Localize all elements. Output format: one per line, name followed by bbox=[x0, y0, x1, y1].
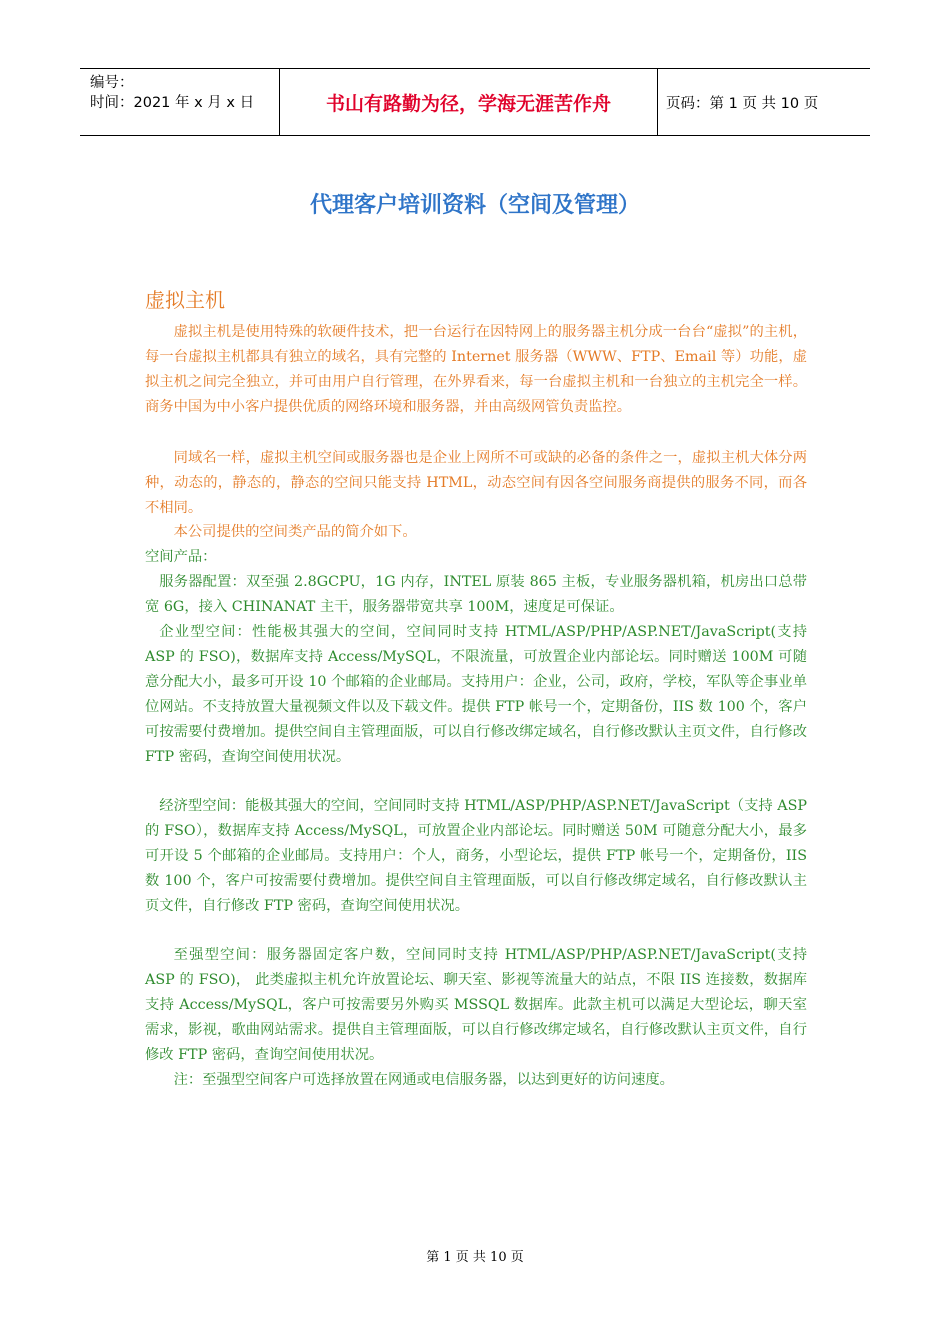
header-motto: 书山有路勤为径，学海无涯苦作舟 bbox=[280, 69, 658, 135]
paragraph-xeon-space: 至强型空间：服务器固定客户数，空间同时支持 HTML/ASP/PHP/ASP.NET/JavaScript(支持 ASP 的 FSO)， 此类虚拟主机允许放置论坛、聊天室、影视等流量大的站点，不限 IIS 连接数，数据库支持 Access/MySQL，客户可按需要另外购买 MSSQL 数据库。此款主机可以满足大型论坛，聊天室需求，影视，歌曲网站需求。提供自主管理面版，可以自行修改绑定域名，自行修改默认主页文件，自行修改 FTP 密码，查询空间使用状况。 bbox=[145, 947, 807, 1063]
paragraph-server-config: 服务器配置：双至强 2.8GCPU，1G 内存，INTEL 原装 865 主板，专业服务器机箱，机房出口总带宽 6G，接入 CHINANAT 主干，服务器带宽共享 100M，速度足可保证。 bbox=[145, 574, 807, 615]
page-footer: 第 1 页 共 10 页 bbox=[426, 1250, 524, 1265]
paragraph-enterprise-space: 企业型空间：性能极其强大的空间，空间同时支持 HTML/ASP/PHP/ASP.NET/JavaScript(支持 ASP 的 FSO)，数据库支持 Access/MySQL，不限流量，可放置企业内部论坛。同时赠送 100M 可随意分配大小，最多可开设 10 个邮箱的企业邮局。支持用户：企业，公司，政府，学校，军队等企事业单位网站。不支持放置大量视频文件以及下载文件。提供 FTP 帐号一个，定期备份，IIS 数 100 个，客户可按需要付费增加。提供空间自主管理面版，可以自行修改绑定域名，自行修改默认主页文件，自行修改 FTP 密码，查询空间使用状况。 bbox=[145, 624, 807, 765]
paragraph-virtual-host-intro: 虚拟主机是使用特殊的软硬件技术，把一台运行在因特网上的服务器主机分成一台台“虚拟”的主机，每一台虚拟主机都具有独立的域名，具有完整的 Internet 服务器（WWW、FTP、Email 等）功能，虚拟主机之间完全独立，并可由用户自行管理，在外界看来，每一台虚拟主机和一台独立的主机完全一样。商务中国为中小客户提供优质的网络环境和服务器，并由高级网管负责监控。 bbox=[145, 324, 807, 415]
document-time-label: 时间：2021 年 x 月 x 日 bbox=[90, 95, 255, 111]
paragraph-note: 注：至强型空间客户可选择放置在网通或电信服务器，以达到更好的访问速度。 bbox=[173, 1072, 674, 1088]
page-header bbox=[80, 68, 870, 136]
paragraph-product-intro: 本公司提供的空间类产品的简介如下。 bbox=[173, 524, 417, 540]
section-heading: 虚拟主机 bbox=[145, 288, 225, 312]
paragraph-space-products-label: 空间产品： bbox=[145, 549, 217, 565]
document-number-label: 编号： bbox=[90, 75, 134, 91]
header-page-info: 页码：第 1 页 共 10 页 bbox=[666, 95, 819, 112]
document-title: 代理客户培训资料（空间及管理） bbox=[309, 193, 640, 218]
header-meta bbox=[80, 69, 280, 135]
paragraph-economy-space: 经济型空间：能极其强大的空间，空间同时支持 HTML/ASP/PHP/ASP.NET/JavaScript（支持 ASP 的 FSO），数据库支持 Access/MySQL，可放置企业内部论坛。同时赠送 50M 可随意分配大小，最多可开设 5 个邮箱的企业邮局。支持用户：个人，商务，小型论坛，提供 FTP 帐号一个，定期备份，IIS 数 100 个，客户可按需要付费增加。提供空间自主管理面版，可以自行修改绑定域名，自行修改默认主页文件，自行修改 FTP 密码，查询空间使用状况。 bbox=[145, 798, 807, 914]
paragraph-virtual-host-types: 同域名一样，虚拟主机空间或服务器也是企业上网所不可或缺的必备的条件之一，虚拟主机大体分两种，动态的，静态的，静态的空间只能支持 HTML，动态空间有因各空间服务商提供的服务不同，而各不相同。 bbox=[145, 450, 807, 516]
